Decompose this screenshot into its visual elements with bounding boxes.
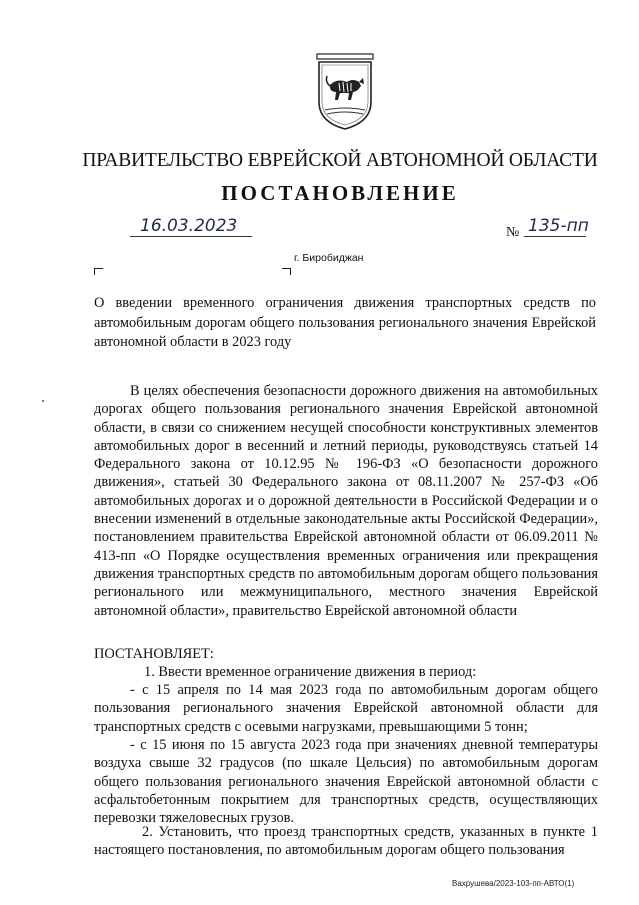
item-1b: - с 15 июня по 15 августа 2023 года при значениях дневной температуры воздуха свыше 32 градусов (по шкале Цельсия) по автомобильным дорогам общего пользования регионального значения Еврейской автономной области с асфальтобетонным покрытием для транспортных средств, осуществляющих перевозки тяжеловесных грузов. [94, 737, 598, 827]
subject-corner-right [282, 268, 291, 275]
item-1: 1. Ввести временное ограничение движения в период: [144, 664, 477, 680]
coat-of-arms-icon [313, 52, 377, 132]
preamble-paragraph: В целях обеспечения безопасности дорожного движения на автомобильных дорогах общего пользования регионального значения Еврейской автономной области, в связи со снижением несущей способности конструктивных элементов автомобильных дорог в весенний и летний периоды, руководствуясь статьей 14 Федерального закона от 10.12.95 № 196-ФЗ «О безопасности дорожного движения», статьей 30 Федерального закона от 08.11.2007 № 257-ФЗ «Об автомобильных дорогах и о дорожной деятельности в Российской Федерации и о внесении изменений в отдельные законодательные акты Российской Федерации», постановлением правительства Еврейской автономной области от 06.09.2011 № 413-пп «О Порядке осуществления временных ограничения или прекращения движения транспортных средств по автомобильным дорогам общего пользования регионального или межмуниципального, местного значения Еврейской автономной области», правительство Еврейской автономной области [94, 383, 598, 619]
date-underline [130, 236, 252, 237]
subject-corner-left [94, 268, 103, 275]
footer-reference: Вахрушева/2023-103-пп-АВТО(1) [452, 879, 575, 888]
scan-speck [42, 400, 44, 402]
city: г. Биробиджан [294, 252, 364, 264]
government-title: ПРАВИТЕЛЬСТВО ЕВРЕЙСКОЙ АВТОНОМНОЙ ОБЛАСТИ [82, 150, 598, 171]
number-label: № [506, 225, 520, 240]
decree-date: 16.03.2023 [140, 216, 238, 236]
item-2: 2. Установить, что проезд транспортных средств, указанных в пункте 1 настоящего постановления, по автомобильным дорогам общего пользования [94, 824, 598, 859]
decree-number: 135-пп [528, 216, 589, 236]
document-type: ПОСТАНОВЛЕНИЕ [221, 181, 459, 205]
number-underline [524, 236, 586, 237]
item-1a: - с 15 апреля по 14 мая 2023 года по автомобильным дорогам общего пользования регионального значения Еврейской автономной области для транспортных средств с осевыми нагрузками, превышающими 5 тонн; [94, 682, 598, 735]
decree-subject: О введении временного ограничения движения транспортных средств по автомобильным дорогам общего пользования регионального значения Еврейской автономной области в 2023 году [94, 295, 596, 350]
decree-word: ПОСТАНОВЛЯЕТ: [94, 646, 214, 662]
